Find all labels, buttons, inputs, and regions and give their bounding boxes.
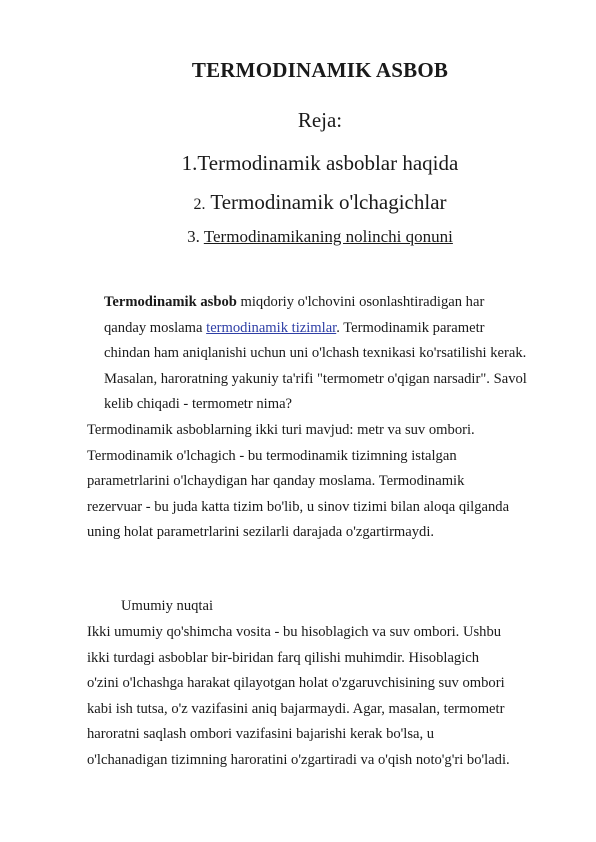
text-line: uning holat parametrlarini sezilarli darajada o'zgartirmaydi. bbox=[87, 524, 435, 540]
link-termodinamik-tizimlar[interactable]: termodinamik tizimlar bbox=[206, 319, 337, 336]
plan-item-2 bbox=[0, 190, 596, 215]
text-fragment: qanday moslama bbox=[104, 319, 207, 336]
document-title: TERMODINAMIK ASBOB bbox=[191, 58, 449, 82]
subheading-overview: Umumiy nuqtai bbox=[121, 598, 214, 614]
term-bold: Termodinamik asbob bbox=[104, 294, 237, 310]
text-line: kelib chiqadi - termometr nima? bbox=[104, 396, 293, 412]
text-line: Ikki umumiy qo'shimcha vosita - bu hisoblagich va suv ombori. Ushbu bbox=[87, 624, 502, 640]
paragraph-overview bbox=[87, 620, 557, 773]
plan-item-text: Termodinamik asboblar haqida bbox=[197, 151, 459, 175]
plan-heading: Reja: bbox=[297, 108, 343, 132]
text-line: Termodinamik asboblarning ikki turi mavjud: metr va suv ombori. bbox=[87, 422, 475, 438]
plan-item-text: Termodinamik o'lchagichlar bbox=[210, 190, 447, 214]
plan-item-3 bbox=[0, 227, 596, 247]
paragraph-types bbox=[87, 418, 557, 546]
paragraph-definition bbox=[87, 290, 557, 418]
plan-item-number: 2. bbox=[193, 196, 206, 213]
text-fragment: . Termodinamik parametr bbox=[336, 319, 485, 336]
plan-item-number: 1. bbox=[181, 151, 198, 175]
text-line: ikki turdagi asboblar bir-biridan farq qilishi muhimdir. Hisoblagich bbox=[87, 649, 480, 666]
plan-item-1 bbox=[0, 151, 596, 176]
text-line bbox=[87, 316, 557, 342]
text-line: o'zini o'lchashga harakat qilayotgan holat o'zgaruvchisining suv ombori bbox=[87, 675, 505, 691]
plan-item-text: Termodinamikaning nolinchi qonuni bbox=[203, 227, 453, 246]
text-line: parametrlarini o'lchaydigan har qanday moslama. Termodinamik bbox=[87, 473, 465, 489]
text-line: rezervuar - bu juda katta tizim bo'lib, u sinov tizimi bilan aloqa qilganda bbox=[87, 498, 510, 515]
text-line bbox=[87, 290, 557, 316]
text-line: kabi ish tutsa, o'z vazifasini aniq bajarmaydi. Agar, masalan, termometr bbox=[87, 700, 505, 717]
text-line: o'lchanadigan tizimning haroratini o'zgartiradi va o'qish noto'g'ri bo'ladi. bbox=[87, 751, 510, 768]
text-line: haroratni saqlash ombori vazifasini bajarishi kerak bo'lsa, u bbox=[87, 726, 435, 742]
text-fragment: miqdoriy o'lchovini osonlashtiradigan har bbox=[236, 294, 485, 310]
text-line: Termodinamik o'lchagich - bu termodinamik tizimning istalgan bbox=[87, 447, 457, 464]
plan-item-number: 3. bbox=[187, 227, 200, 246]
text-line: chindan ham aniqlanishi uchun uni o'lchash texnikasi ko'rsatilishi kerak. bbox=[104, 345, 527, 361]
text-line: Masalan, haroratning yakuniy ta'rifi "termometr o'qigan narsadir". Savol bbox=[104, 370, 527, 387]
